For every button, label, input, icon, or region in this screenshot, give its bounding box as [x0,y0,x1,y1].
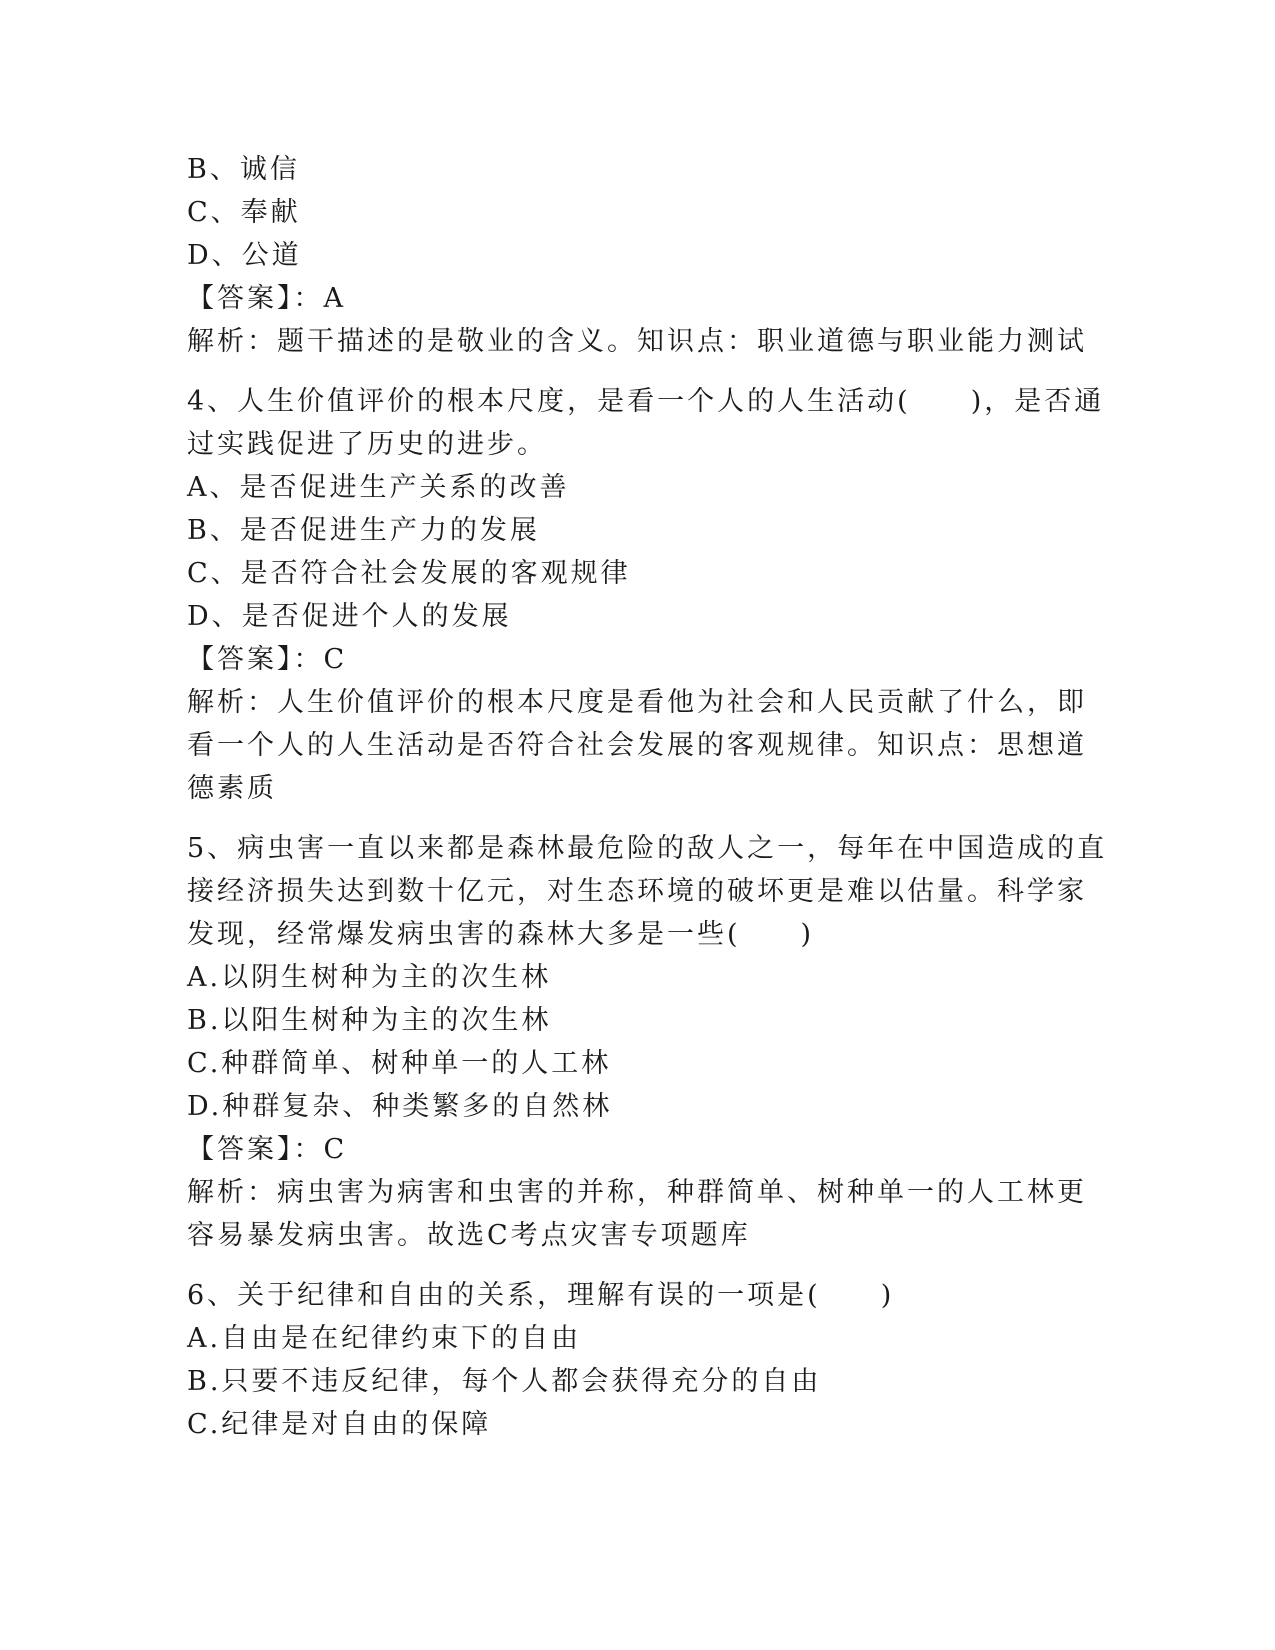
option-d: D、公道 [187,240,302,271]
answer: 【答案】：C [187,644,348,675]
analysis-line: 德素质 [187,773,277,804]
option-a: A.以阴生树种为主的次生林 [187,962,552,993]
option-d: D、是否促进个人的发展 [187,601,512,632]
question-stem-line: 5、病虫害一直以来都是森林最危险的敌人之一，每年在中国造成的直 [187,833,1108,864]
analysis-line: 看一个人的人生活动是否符合社会发展的客观规律。知识点：思想道 [187,730,1087,761]
option-c: C、是否符合社会发展的客观规律 [187,558,631,589]
question-5 [187,827,1108,1257]
option-c: C、奉献 [187,197,301,228]
option-c: C.种群简单、树种单一的人工林 [187,1048,612,1079]
option-b: B.只要不违反纪律，每个人都会获得充分的自由 [187,1366,822,1397]
option-b: B、是否促进生产力的发展 [187,515,540,546]
question-stem-line: 接经济损失达到数十亿元，对生态环境的破坏更是难以估量。科学家 [187,876,1087,907]
option-c: C.纪律是对自由的保障 [187,1409,492,1440]
question-3-tail [187,148,1087,363]
document-page [187,148,1108,1446]
option-b: B.以阳生树种为主的次生林 [187,1005,552,1036]
question-6 [187,1274,1087,1446]
question-stem-line: 4、人生价值评价的根本尺度，是看一个人的人生活动( )，是否通 [187,386,1105,417]
question-4 [187,380,1105,810]
analysis-line: 容易暴发病虫害。故选C考点灾害专项题库 [187,1220,751,1251]
option-a: A.自由是在纪律约束下的自由 [187,1323,582,1354]
question-stem-line: 过实践促进了历史的进步。 [187,429,547,460]
analysis-line: 解析：题干描述的是敬业的含义。知识点：职业道德与职业能力测试 [187,326,1087,357]
option-d: D.种群复杂、种类繁多的自然林 [187,1091,613,1122]
answer: 【答案】：A [187,283,346,314]
analysis-line: 解析：人生价值评价的根本尺度是看他为社会和人民贡献了什么，即 [187,687,1087,718]
question-stem-line: 发现，经常爆发病虫害的森林大多是一些( ) [187,919,815,950]
analysis-line: 解析：病虫害为病害和虫害的并称，种群简单、树种单一的人工林更 [187,1177,1087,1208]
option-a: A、是否促进生产关系的改善 [187,472,570,503]
option-b: B、诚信 [187,154,300,185]
answer: 【答案】：C [187,1134,348,1165]
question-stem-line: 6、关于纪律和自由的关系，理解有误的一项是( ) [187,1280,895,1311]
